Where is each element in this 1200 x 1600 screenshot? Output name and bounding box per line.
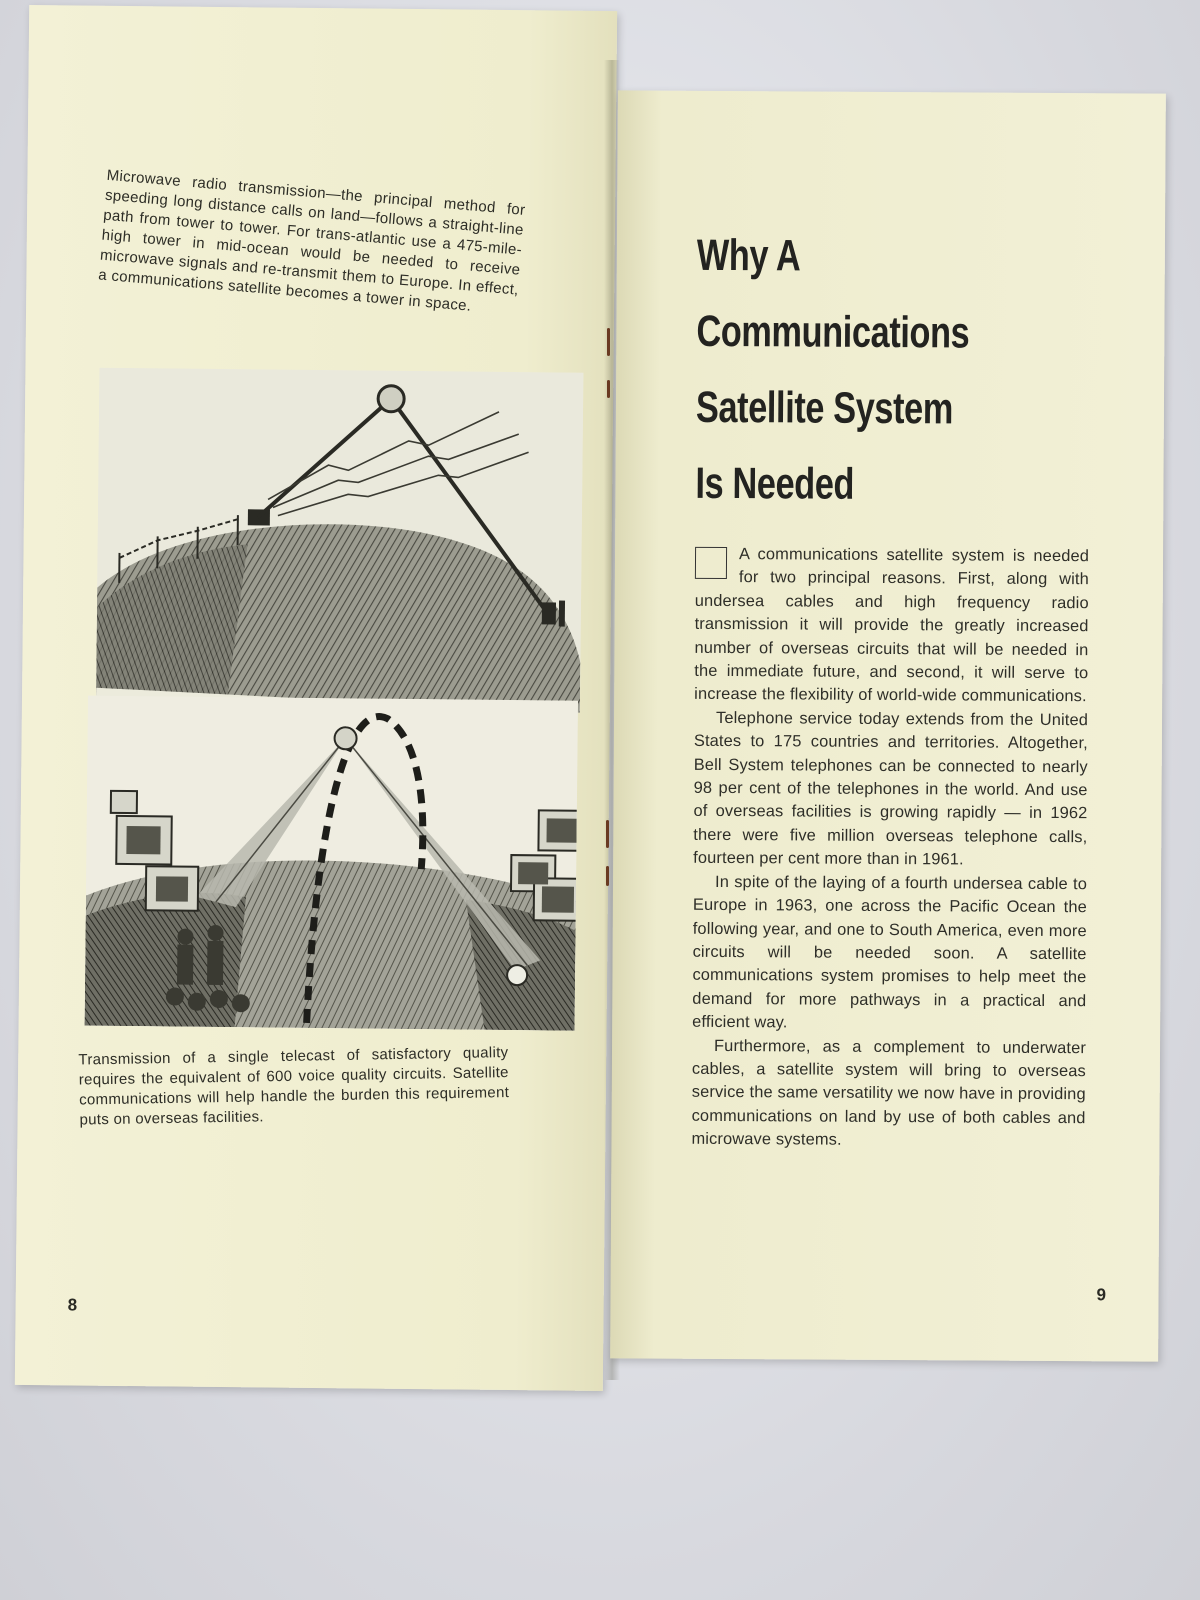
staple-top-lower — [607, 380, 610, 398]
paragraph-1: A communications satellite system is needed for two principal reasons. First, along with undersea cables and high frequency radio transmission it will provide the greatly increased number of overseas circuits that will be needed in the immediate future, and second, it will serve to increase the flexibility of world-wide communications. — [694, 545, 1090, 706]
article-body — [691, 543, 1089, 1154]
page-number-left: 8 — [67, 1295, 78, 1315]
page-number-right: 9 — [1096, 1285, 1107, 1305]
staple-bottom-lower — [606, 866, 609, 886]
paragraph-2: Telephone service today extends from the United States to 175 countries and territories. Altogether, Bell System telephones can be connected to nearly 98 per cent of the telephones in the world. And use of overseas facilities is growing rapidly — in 1962 there were five million overseas telephone calls, fourteen per cent more than in 1961. — [693, 708, 1089, 869]
left-page — [15, 5, 617, 1391]
heading-line-1: Why A — [696, 230, 801, 281]
staple-bottom — [606, 820, 609, 848]
top-illustration-caption: Microwave radio transmission—the principal method for speeding long distance calls on land—follows a straight-line path from tower to tower. For trans-atlantic use a 475-mile-high tower in mid-ocean would be needed to receive microwave signals and re-transmit them to Europe. In effect, a communications satellite becomes a tower in space. — [97, 166, 527, 315]
satellite-television-illustration — [85, 696, 578, 1031]
staple-top — [607, 328, 610, 356]
drop-cap-box — [695, 547, 727, 579]
bottom-illustration-caption: Transmission of a single telecast of satisfactory quality requires the equivalent of 600 voice quality circuits. Satellite communications will help handle the burden this requirement puts on overseas facilities. — [78, 1044, 510, 1129]
heading-line-4: Is Needed — [695, 458, 855, 509]
paragraph-3: In spite of the laying of a fourth undersea cable to Europe in 1963, one across the Pacific Ocean the following year, and one to South America, even more circuits will be needed soon. A satellite communications system promises to help meet the demand for more pathways in a practical and efficient way. — [692, 872, 1088, 1032]
paragraph-4: Furthermore, as a complement to underwater cables, a satellite system will bring to overseas service the same versatility we now have in providing communications on land by use of both cables and microwave systems. — [691, 1036, 1087, 1149]
heading-line-2: Communications — [696, 306, 970, 358]
microwave-towers-illustration — [96, 368, 584, 713]
right-page — [610, 90, 1166, 1361]
heading-line-3: Satellite System — [695, 382, 954, 434]
